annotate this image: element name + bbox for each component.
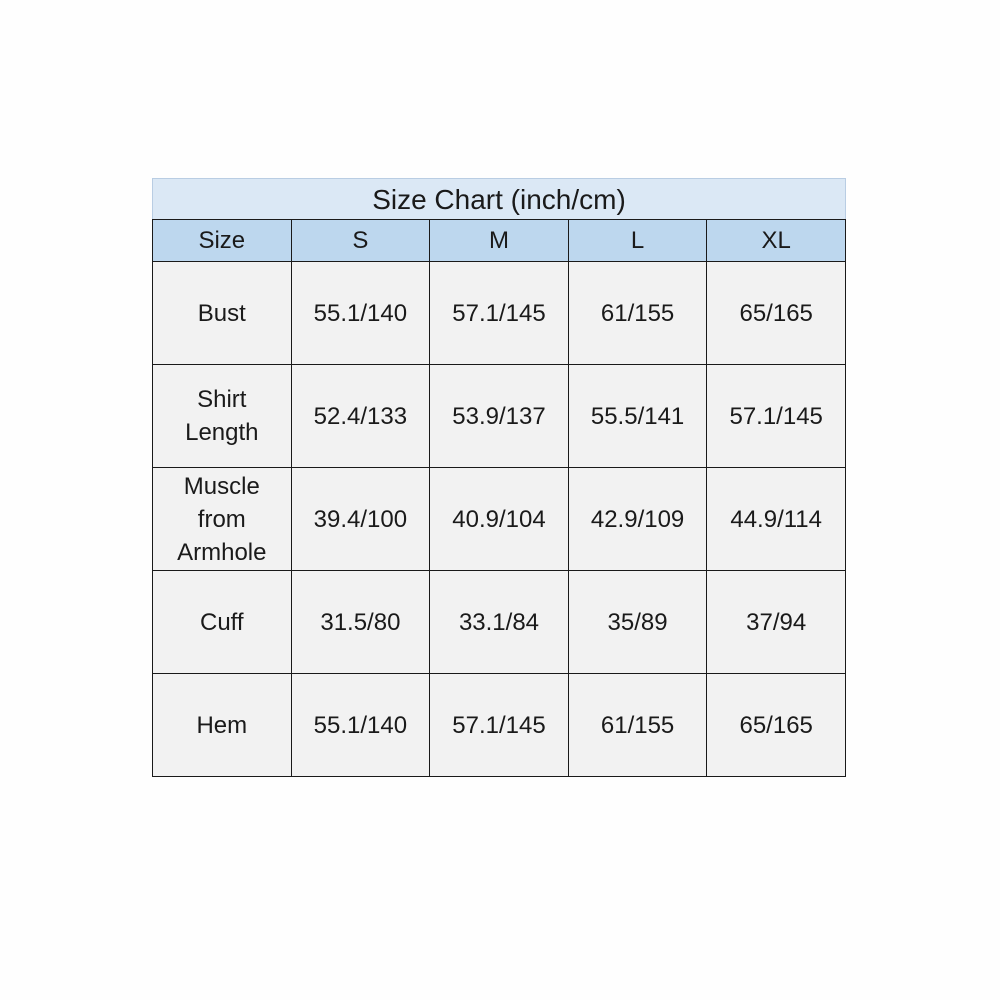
header-cell-size: Size bbox=[153, 220, 292, 262]
table-cell: 55.5/141 bbox=[568, 365, 707, 468]
table-row-cuff bbox=[153, 571, 846, 674]
row-label: Shirt Length bbox=[153, 365, 292, 468]
table-cell: 55.1/140 bbox=[291, 674, 430, 777]
table-cell: 40.9/104 bbox=[430, 468, 569, 571]
table-cell: 42.9/109 bbox=[568, 468, 707, 571]
table-cell: 37/94 bbox=[707, 571, 846, 674]
table-cell: 39.4/100 bbox=[291, 468, 430, 571]
table-cell: 33.1/84 bbox=[430, 571, 569, 674]
table-cell: 31.5/80 bbox=[291, 571, 430, 674]
table-cell: 53.9/137 bbox=[430, 365, 569, 468]
table-cell: 44.9/114 bbox=[707, 468, 846, 571]
header-cell-s: S bbox=[291, 220, 430, 262]
table-cell: 57.1/145 bbox=[430, 262, 569, 365]
table-cell: 57.1/145 bbox=[707, 365, 846, 468]
table-cell: 52.4/133 bbox=[291, 365, 430, 468]
header-cell-m: M bbox=[430, 220, 569, 262]
table-row-bust bbox=[153, 262, 846, 365]
row-label: Hem bbox=[153, 674, 292, 777]
row-label: Cuff bbox=[153, 571, 292, 674]
table-cell: 55.1/140 bbox=[291, 262, 430, 365]
title-row bbox=[153, 179, 846, 220]
table-cell: 65/165 bbox=[707, 262, 846, 365]
size-chart-table bbox=[152, 178, 846, 777]
header-row bbox=[153, 220, 846, 262]
header-cell-xl: XL bbox=[707, 220, 846, 262]
chart-title: Size Chart (inch/cm) bbox=[153, 179, 846, 220]
table-row-hem bbox=[153, 674, 846, 777]
table-cell: 35/89 bbox=[568, 571, 707, 674]
header-cell-l: L bbox=[568, 220, 707, 262]
table-cell: 61/155 bbox=[568, 674, 707, 777]
size-chart-container bbox=[152, 178, 846, 777]
table-row-shirt-length bbox=[153, 365, 846, 468]
row-label: Muscle from Armhole bbox=[153, 468, 292, 571]
table-cell: 61/155 bbox=[568, 262, 707, 365]
table-row-muscle-from-armhole bbox=[153, 468, 846, 571]
row-label: Bust bbox=[153, 262, 292, 365]
table-cell: 65/165 bbox=[707, 674, 846, 777]
table-cell: 57.1/145 bbox=[430, 674, 569, 777]
